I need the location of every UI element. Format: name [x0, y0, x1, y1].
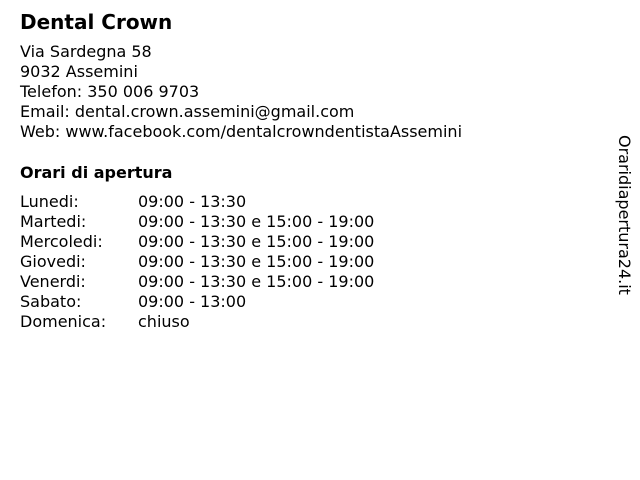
day-label: Venerdi: [20, 272, 86, 291]
hours-row-tuesday [20, 212, 600, 232]
day-hours: 09:00 - 13:00 [138, 292, 247, 311]
hours-row-monday [20, 192, 600, 212]
day-label: Domenica: [20, 312, 107, 331]
day-hours: chiuso [138, 312, 190, 331]
day-hours: 09:00 - 13:30 e 15:00 - 19:00 [138, 272, 375, 291]
site-watermark: Oraridiapertura24.it [615, 135, 634, 295]
web-line: Web: www.facebook.com/dentalcrowndentistaAssemini [20, 122, 463, 141]
business-card [20, 10, 600, 332]
day-hours: 09:00 - 13:30 e 15:00 - 19:00 [138, 252, 375, 271]
hours-row-wednesday [20, 232, 600, 252]
address-city: 9032 Assemini [20, 62, 138, 81]
hours-row-friday [20, 272, 600, 292]
day-label: Sabato: [20, 292, 82, 311]
opening-hours-title: Orari di apertura [20, 163, 173, 182]
day-hours: 09:00 - 13:30 [138, 192, 247, 211]
phone-line: Telefon: 350 006 9703 [20, 82, 200, 101]
day-label: Mercoledi: [20, 232, 103, 251]
hours-row-thursday [20, 252, 600, 272]
day-label: Martedi: [20, 212, 87, 231]
business-name: Dental Crown [20, 10, 173, 34]
day-label: Lunedi: [20, 192, 79, 211]
email-line: Email: dental.crown.assemini@gmail.com [20, 102, 355, 121]
day-hours: 09:00 - 13:30 e 15:00 - 19:00 [138, 212, 375, 231]
day-label: Giovedi: [20, 252, 86, 271]
address-street: Via Sardegna 58 [20, 42, 152, 61]
hours-row-sunday [20, 312, 600, 332]
hours-row-saturday [20, 292, 600, 312]
day-hours: 09:00 - 13:30 e 15:00 - 19:00 [138, 232, 375, 251]
